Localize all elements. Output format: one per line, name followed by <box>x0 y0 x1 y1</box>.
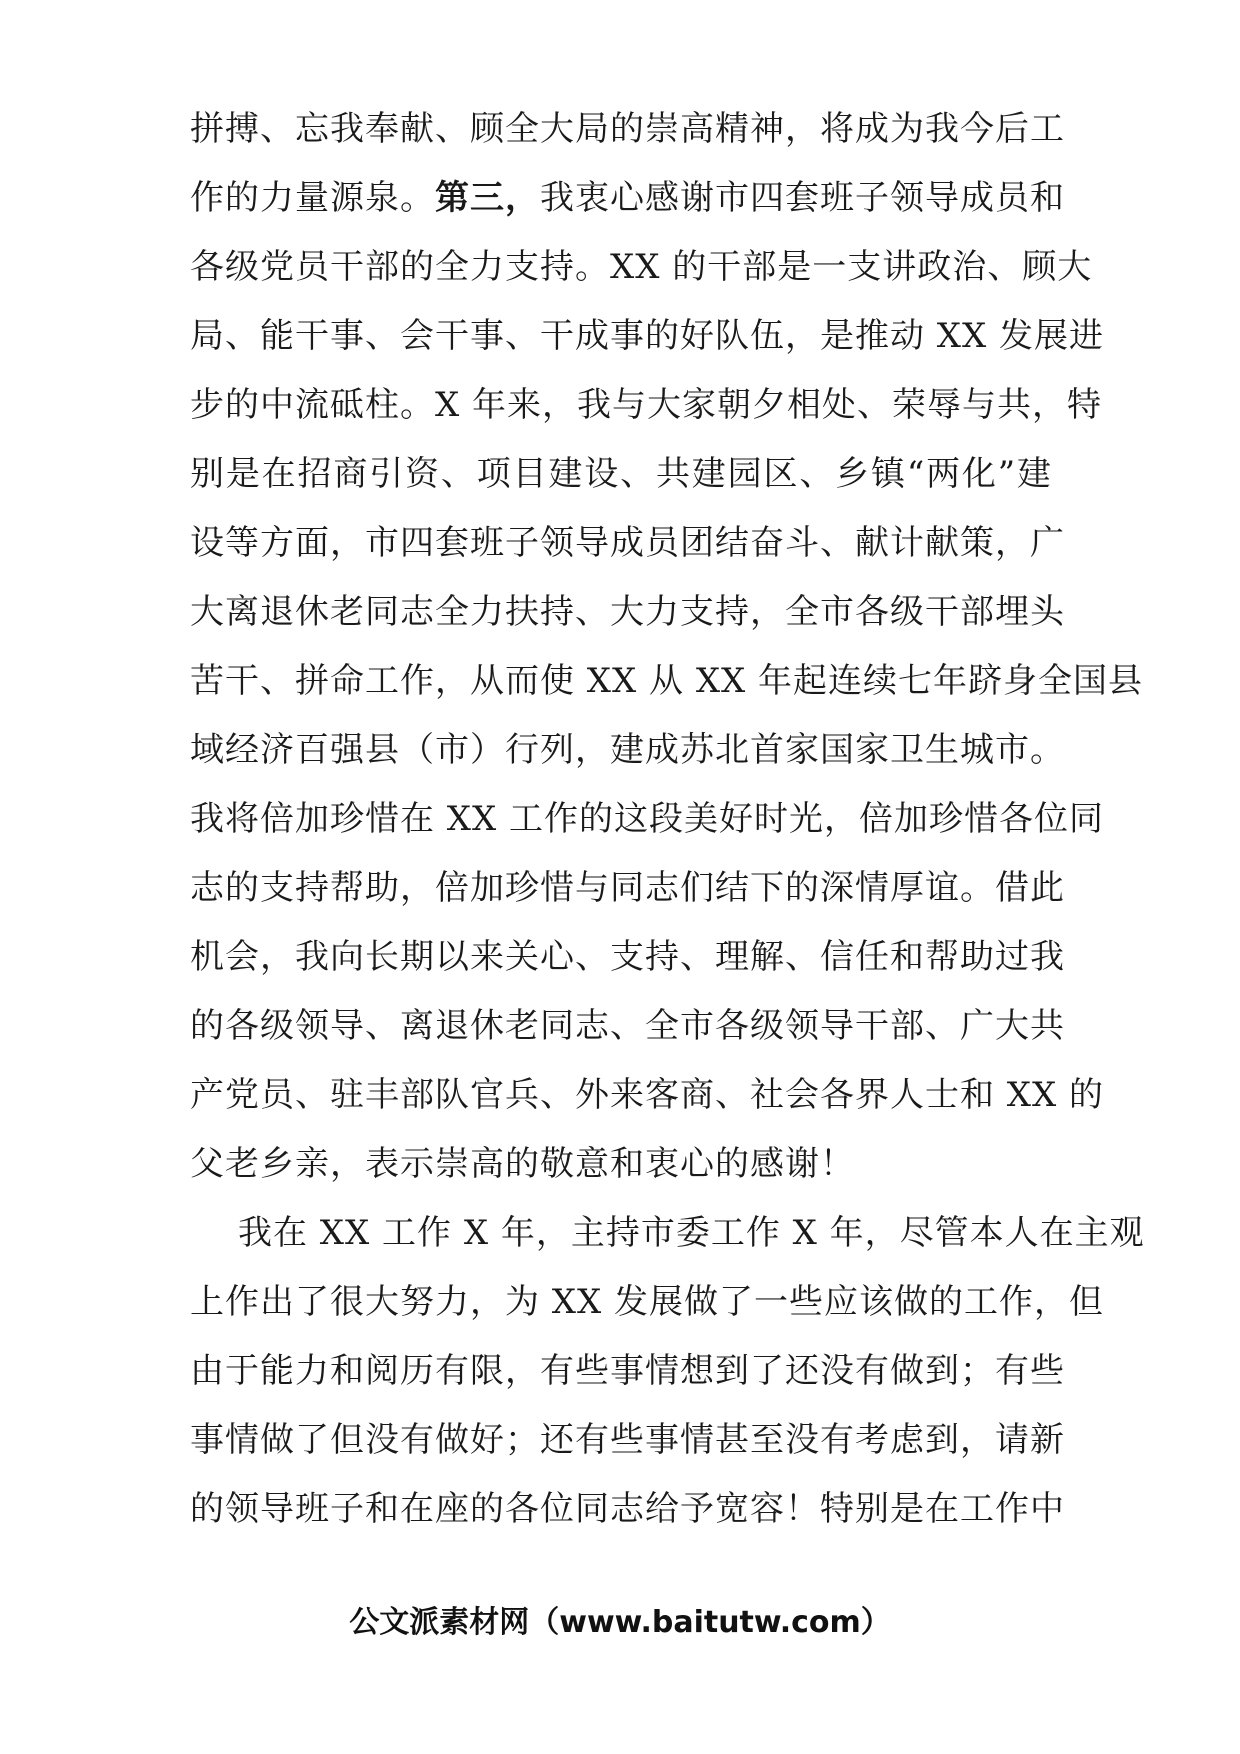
text-line: 设等方面，市四套班子领导成员团结奋斗、献计献策，广 <box>190 523 1065 563</box>
text-line: 上作出了很大努力，为 XX 发展做了一些应该做的工作，但 <box>190 1282 1105 1322</box>
body-text <box>190 95 1145 1544</box>
text-line: 大离退休老同志全力扶持、大力支持，全市各级干部埋头 <box>190 592 1065 632</box>
page-footer: 公文派素材网（www.baitutw.com） <box>349 1605 891 1640</box>
text-line: 事情做了但没有做好；还有些事情甚至没有考虑到，请新 <box>190 1420 1065 1460</box>
text-segment: 我衷心感谢市四套班子领导成员和 <box>540 178 1065 218</box>
text-line: 别是在招商引资、项目建设、共建园区、乡镇“两化”建 <box>190 454 1052 494</box>
text-line: 父老乡亲，表示崇高的敬意和衷心的感谢！ <box>190 1144 855 1184</box>
bold-heading: 第三， <box>435 178 540 218</box>
text-segment: 作的力量源泉。 <box>190 178 435 218</box>
text-line: 机会，我向长期以来关心、支持、理解、信任和帮助过我 <box>190 937 1065 977</box>
text-line: 域经济百强县（市）行列，建成苏北首家国家卫生城市。 <box>190 730 1065 770</box>
paragraph-first-line: 我在 XX 工作 X 年，主持市委工作 X 年，尽管本人在主观 <box>238 1213 1145 1253</box>
text-line: 产党员、驻丰部队官兵、外来客商、社会各界人士和 XX 的 <box>190 1075 1105 1115</box>
text-line: 苦干、拼命工作，从而使 XX 从 XX 年起连续七年跻身全国县 <box>190 661 1144 701</box>
text-line: 的各级领导、离退休老同志、全市各级领导干部、广大共 <box>190 1006 1065 1046</box>
text-line: 我将倍加珍惜在 XX 工作的这段美好时光，倍加珍惜各位同 <box>190 799 1105 839</box>
text-line: 的领导班子和在座的各位同志给予宽容！特别是在工作中 <box>190 1489 1065 1529</box>
text-line: 步的中流砥柱。X 年来，我与大家朝夕相处、荣辱与共，特 <box>190 385 1103 425</box>
text-line: 拼搏、忘我奉献、顾全大局的崇高精神，将成为我今后工 <box>190 109 1065 149</box>
text-line <box>190 164 1065 233</box>
text-line: 由于能力和阅历有限，有些事情想到了还没有做到；有些 <box>190 1351 1065 1391</box>
text-line: 志的支持帮助，倍加珍惜与同志们结下的深情厚谊。借此 <box>190 868 1065 908</box>
text-line: 各级党员干部的全力支持。XX 的干部是一支讲政治、顾大 <box>190 247 1093 287</box>
text-line: 局、能干事、会干事、干成事的好队伍，是推动 XX 发展进 <box>190 316 1105 356</box>
